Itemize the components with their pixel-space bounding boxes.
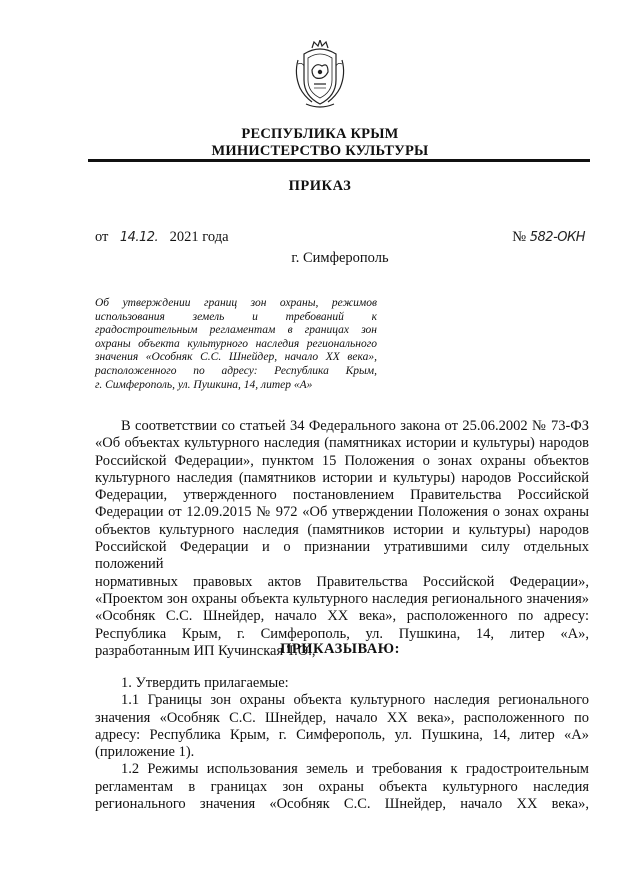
order-subject: [95, 297, 377, 392]
order-verb: ПРИКАЗЫВАЮ:: [280, 641, 400, 657]
date-year: 2021 года: [169, 229, 229, 245]
item-1-2-line: регионального значения «Особняк С.С. Шнейдер, начало XX века»,: [95, 796, 589, 813]
city-name: г. Симферополь: [291, 250, 389, 266]
preamble-line: «Об объектах культурного наследия (памятниках истории и культуры) народов: [95, 435, 589, 452]
ministry-title: МИНИСТЕРСТВО КУЛЬТУРЫ: [211, 143, 429, 159]
number-prefix: №: [512, 229, 527, 245]
subject-line: использования земель и требований к: [95, 310, 377, 323]
subject-line: значения «Особняк С.С. Шнейдер, начало XX века»,: [95, 351, 377, 364]
republic-title: РЕСПУБЛИКА КРЫМ: [241, 126, 399, 142]
item-1-1-line: адресу: Республика Крым, г. Симферополь, ул. Пушкина, 14, литер «А»: [95, 726, 589, 743]
order-number: [512, 229, 585, 246]
order-items: [95, 675, 589, 813]
preamble-line: Республика Крым, г. Симферополь, ул. Пушкина, 14, литер «А»,: [95, 625, 589, 642]
date-prefix: от: [95, 229, 109, 245]
item-1: 1. Утвердить прилагаемые:: [121, 675, 289, 691]
preamble-line: разработанным ИП Кучинская Т.О.,: [95, 642, 316, 659]
preamble-line: Федерации, утвержденного постановлением Правительства Российской: [95, 487, 589, 504]
preamble-line: Российской Федерации», пунктом 15 Положения о зонах охраны объектов: [95, 452, 589, 469]
preamble-line: «Особняк С.С. Шнейдер, начало XX века», расположенного по адресу:: [95, 608, 589, 625]
subject-line: градостроительным регламентам в границах зон: [95, 324, 377, 337]
handwritten-number: 582-ОКН: [529, 230, 585, 245]
document-type: ПРИКАЗ: [288, 178, 352, 194]
preamble-line: В соответствии со статьей 34 Федерального закона от 25.06.2002 № 73-ФЗ: [121, 418, 589, 434]
preamble-line: культурного наследия (памятников истории и культуры) народов Российской: [95, 469, 589, 486]
item-1-2-line: регламентам в границах зон охраны объекта культурного наследия: [95, 778, 589, 795]
item-1-1-line: (приложение 1).: [95, 744, 195, 761]
preamble-line: нормативных правовых актов Правительства Российской Федерации»,: [95, 573, 589, 590]
preamble-line: объектов культурного наследия (памятников истории и культуры) народов: [95, 521, 589, 538]
subject-line: г. Симферополь, ул. Пушкина, 14, литер «А»: [95, 378, 313, 391]
item-1-1-line: значения «Особняк С.С. Шнейдер, начало XX века», расположенного по: [95, 709, 589, 726]
item-1-1-line: 1.1 Границы зон охраны объекта культурного наследия регионального: [121, 692, 589, 709]
subject-line: охраны объекта культурного наследия регионального: [95, 337, 377, 350]
subject-line: Об утверждении границ зон охраны, режимов: [95, 297, 377, 309]
order-date: [95, 229, 229, 246]
handwritten-date: 14.12.: [119, 230, 159, 245]
item-1-2-line: 1.2 Режимы использования земель и требования к градостроительным: [121, 761, 589, 778]
preamble-line: «Проектом зон охраны объекта культурного наследия регионального значения»: [95, 590, 589, 607]
crimea-coat-of-arms-icon: [292, 40, 348, 110]
preamble-line: Федерации от 12.09.2015 № 972 «Об утверждении Положения о зонах охраны: [95, 504, 589, 521]
subject-line: расположенного по адресу: Республика Крым,: [95, 364, 377, 377]
header-divider: [88, 159, 590, 162]
preamble: [95, 418, 589, 660]
preamble-line: Российской Федерации и о признании утратившими силу отдельных положений: [95, 539, 589, 573]
